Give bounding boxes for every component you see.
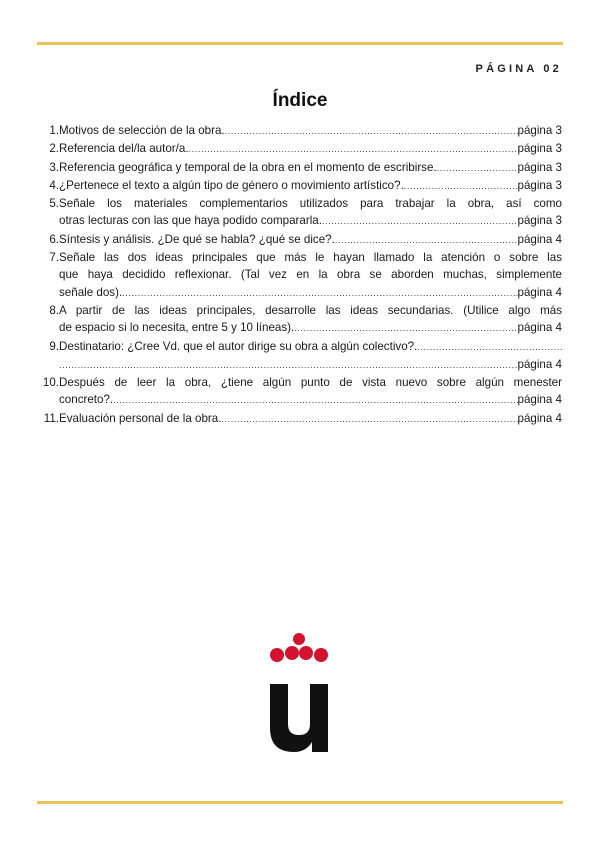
top-divider [37,42,563,45]
toc-line [59,231,562,249]
table-of-contents [38,122,562,428]
toc-line [59,302,562,319]
toc-item[interactable] [38,410,562,428]
toc-dot-leader [335,232,518,249]
page-number-label: PÁGINA 02 [475,63,562,75]
toc-entry-text: Evaluación personal de la obra. [59,411,222,425]
page-title: Índice [272,90,328,111]
toc-entry-text: Destinatario: ¿Cree Vd. que el autor dirige su obra a algún colectivo?. [59,339,418,353]
toc-dot-leader [294,320,517,337]
toc-line [59,249,562,266]
toc-line [59,374,562,391]
toc-entry-text: concreto?. [59,393,114,407]
toc-line [59,319,562,337]
toc-dot-leader [113,392,517,409]
toc-item-number: 1. [49,124,59,137]
toc-line [59,159,562,177]
toc-line [59,410,562,428]
toc-item[interactable] [38,177,562,195]
toc-dot-leader [322,213,518,230]
toc-item[interactable] [38,140,562,158]
toc-page-ref: página 4 [517,285,562,299]
toc-item[interactable] [38,302,562,338]
toc-item[interactable] [38,231,562,249]
toc-item-number: 7. [49,251,59,265]
toc-item[interactable] [38,338,562,375]
toc-line [59,177,562,195]
toc-entry-text: que haya decidido reflexionar. (Tal vez en la obra se aborden muchas, simplemente [59,268,562,282]
toc-entry-text: de espacio si lo necesita, entre 5 y 10 líneas). [59,321,295,335]
toc-dot-leader [225,123,518,140]
toc-entry-text: otras lecturas con las que haya podido compararla. [59,214,322,228]
toc-line [59,212,562,230]
toc-line [59,195,562,212]
toc-item-number: 8. [49,303,59,317]
toc-line [59,356,562,374]
toc-page-ref: página 4 [517,321,562,335]
toc-dot-leader [404,178,518,195]
toc-dot-leader [221,411,517,428]
toc-line [59,122,562,140]
toc-item-number: 2. [49,142,59,156]
toc-item[interactable] [38,195,562,231]
toc-line [59,140,562,158]
toc-page-ref: página 3 [517,214,562,228]
bottom-divider [37,801,563,804]
toc-dot-leader [437,160,518,177]
toc-entry-text: Señale las dos ideas principales que más le hayan llamado la atención o sobre las [59,251,562,265]
toc-entry-text: Después de leer la obra, ¿tiene algún punto de vista nuevo sobre algún menester [59,376,562,390]
toc-item-number: 10. [42,376,59,390]
toc-item-number: 9. [49,339,59,353]
toc-dot-leader [122,285,517,302]
toc-item[interactable] [38,122,562,140]
toc-page-ref: página 4 [517,232,562,246]
toc-page-ref: página 4 [517,411,562,425]
toc-item-number: 5. [49,197,59,211]
toc-dot-leader [189,141,518,158]
toc-page-ref: página 4 [517,357,562,371]
toc-dot-leader [59,357,518,374]
toc-entry-text: ¿Pertenece el texto a algún tipo de género o movimiento artístico?. [59,178,404,192]
toc-page-ref: página 3 [517,124,562,137]
toc-item-number: 11. [43,411,59,425]
university-crown-u-logo-icon [268,632,330,752]
toc-page-ref: página 3 [517,142,562,156]
toc-page-ref: página 3 [517,160,562,174]
toc-dot-leader [417,339,562,356]
toc-item[interactable] [38,374,562,410]
toc-item-number: 3. [49,160,59,174]
toc-item[interactable] [38,249,562,302]
toc-entry-text: Síntesis y análisis. ¿De qué se habla? ¿qué se dice?. [59,232,335,246]
toc-line [59,284,562,302]
toc-item-number: 6. [49,232,59,246]
toc-entry-text: Referencia geográfica y temporal de la obra en el momento de escribirse. [59,160,437,174]
toc-entry-text: Señale los materiales complementarios utilizados para trabajar la obra, así como [59,197,562,211]
toc-line [59,338,562,356]
toc-page-ref: página 4 [517,393,562,407]
toc-line [59,266,562,283]
toc-entry-text: Referencia del/la autor/a. [59,142,189,156]
toc-line [59,391,562,409]
toc-entry-text: señale dos). [59,285,123,299]
toc-entry-text: A partir de las ideas principales, desarrolle las ideas secundarias. (Utilice algo más [59,303,562,317]
toc-item-number: 4. [49,178,59,192]
toc-item[interactable] [38,159,562,177]
toc-entry-text: Motivos de selección de la obra. [59,124,225,137]
toc-page-ref: página 3 [517,178,562,192]
